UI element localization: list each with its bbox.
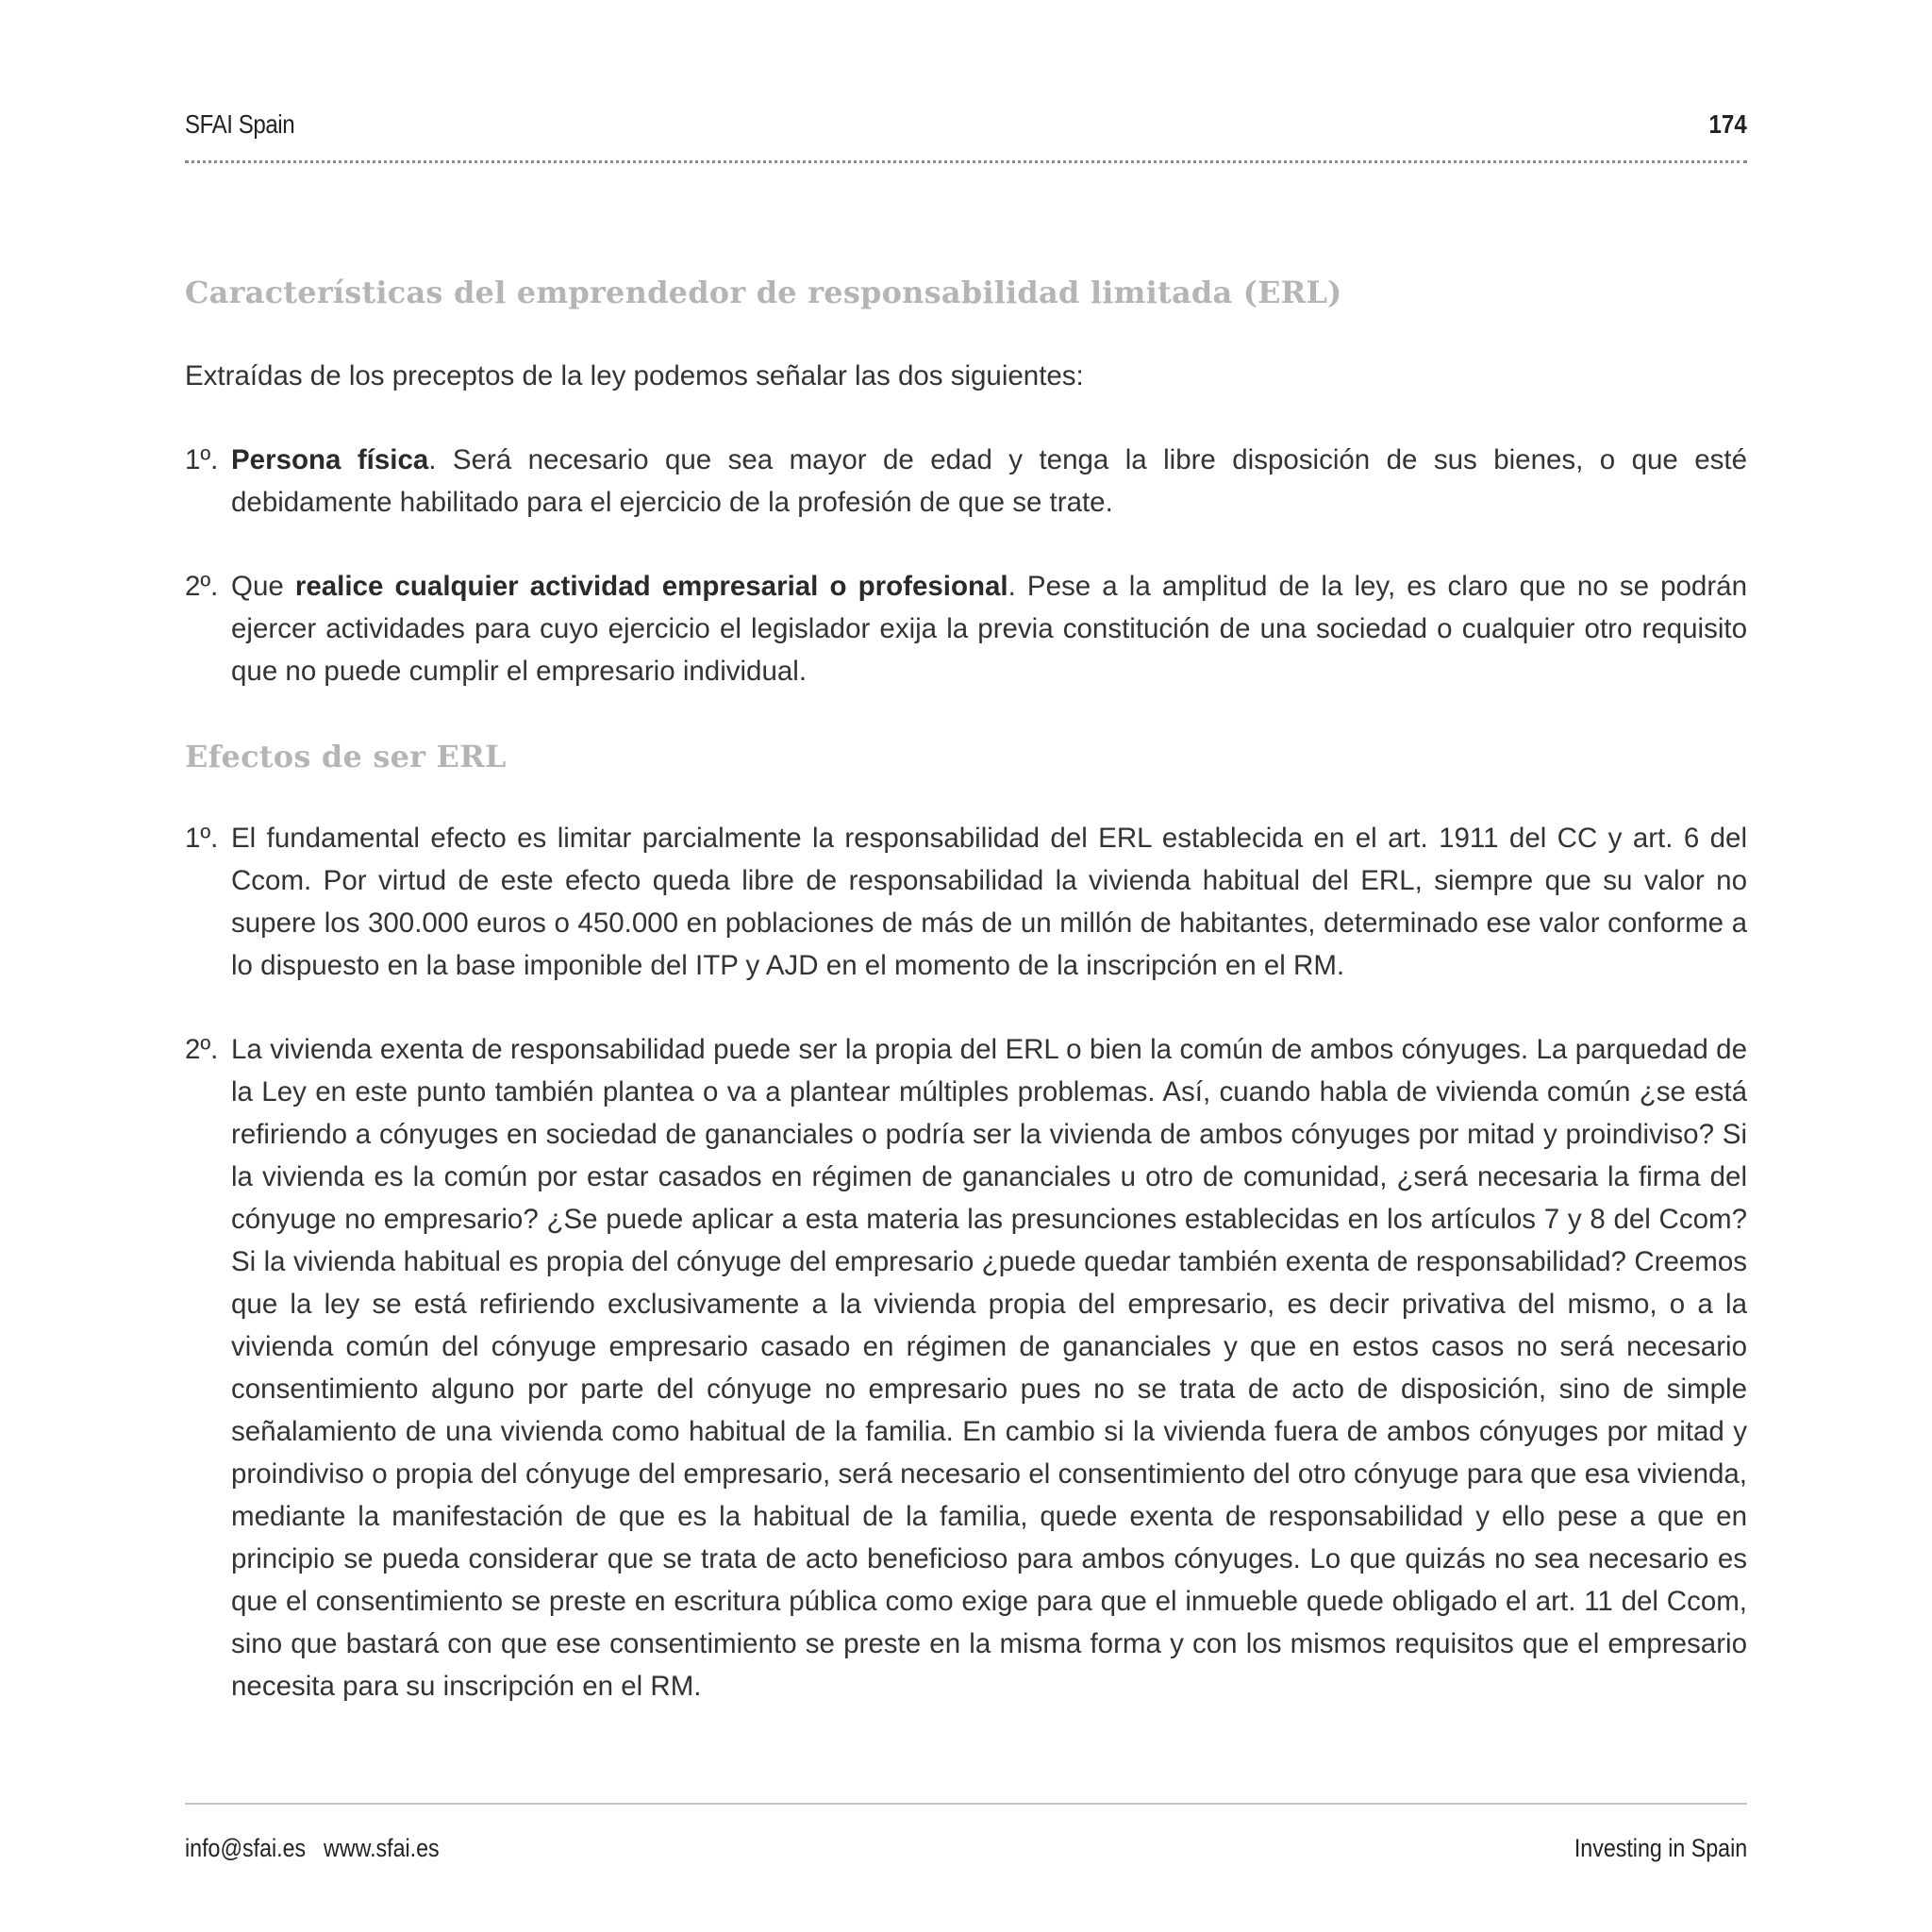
section-title-erl-effects: Efectos de ser ERL (185, 739, 507, 774)
list-item-text: El fundamental efecto es limitar parcialmente la responsabilidad del ERL establecida en el art. 1911 del CC y art. 6 del Ccom. Por virtud de este efecto queda libre de responsabilidad la vivienda habitual del ERL, siempre que su valor no supere los 300.000 euros o 450.000 en poblaciones de más de un millón de habitantes, determinado ese valor conforme a lo dispuesto en la base imponible del ITP y AJD en el momento de la inscripción en el RM. (231, 823, 1747, 981)
section-title-erl-characteristics: Características del emprendedor de responsabilidad limitada (ERL) (185, 275, 1342, 310)
list-item-text: . Será necesario que sea mayor de edad y tenga la libre disposición de sus bienes, o que esté debidamente habilitado para el ejercicio de la profesión de que se trate. (231, 444, 1747, 518)
list-item-number: 1º. (185, 444, 219, 475)
footer-divider (185, 1803, 1747, 1805)
list-item-number: 1º. (185, 823, 219, 854)
list-item-text: . Pese a la amplitud de la ley, es claro que no se podrán ejercer actividades para cuyo ejercicio el legislador exija la previa constitución de una sociedad o cualquier otro requisito que no puede cumplir el empresario individual. (231, 571, 1747, 687)
page-footer (185, 1834, 1747, 1872)
list-item-text: La vivienda exenta de responsabilidad puede ser la propia del ERL o bien la común de ambos cónyuges. La parquedad de la Ley en este punto también plantea o va a plantear múltiples problemas. Así, cuando habla de vivienda común ¿se está refiriendo a cónyuges en sociedad de gananciales o podría ser la vivienda de ambos cónyuges por mitad y proindiviso? Si la vivienda es la común por estar casados en régimen de gananciales u otro de comunidad, ¿será necesaria la firma del cónyuge no empresario? ¿Se puede aplicar a esta materia las presunciones establecidas en los artículos 7 y 8 del Ccom? Si la vivienda habitual es propia del cónyuge del empresario ¿puede quedar también exenta de responsabilidad? Creemos que la ley se está refiriendo exclusivamente a la vivienda propia del empresario, es decir privativa del mismo, o a la vivienda común del cónyuge empresario casado en régimen de gananciales y que en estos casos no será necesario consentimiento alguno por parte del cónyuge no empresario pues no se trata de acto de disposición, sino de simple señalamiento de una vivienda como habitual de la familia. En cambio si la vivienda fuera de ambos cónyuges por mitad y proindiviso o propia del cónyuge del empresario, será necesario el consentimiento del otro cónyuge para que esa vivienda, mediante la manifestación de que es la habitual de la familia, quede exenta de responsabilidad y ello pese a que en principio se pueda considerar que se trata de acto beneficioso para ambos cónyuges. Lo que quizás no sea necesario es que el consentimiento se preste en escritura pública como exige para que el inmueble quede obligado el art. 11 del Ccom, sino que bastará con que ese consentimiento se preste en la misma forma y con los mismos requisitos que el empresario necesita para su inscripción en el RM. (231, 1034, 1747, 1702)
list-item (185, 439, 1747, 524)
footer-contact (185, 1834, 440, 1863)
intro-paragraph: Extraídas de los preceptos de la ley podemos señalar las dos siguientes: (185, 360, 1084, 391)
list-item (185, 565, 1747, 692)
list-item-number: 2º. (185, 1034, 219, 1065)
list-item-bold-term: realice cualquier actividad empresarial o profesional (294, 571, 1008, 602)
list-item (185, 817, 1747, 987)
list-item (185, 1028, 1747, 1707)
list-item-prefix: Que (231, 571, 295, 602)
header-brand: SFAI Spain (185, 109, 295, 139)
footer-email-link[interactable]: info@sfai.es (185, 1834, 307, 1862)
footer-website-link[interactable]: www.sfai.es (324, 1834, 440, 1862)
page-number: 174 (1708, 109, 1747, 139)
page-header (185, 106, 1747, 163)
list-item-bold-term: Persona física (231, 444, 429, 475)
list-item-number: 2º. (185, 571, 219, 602)
footer-tagline: Investing in Spain (1574, 1834, 1747, 1862)
page-content (185, 270, 1747, 1749)
